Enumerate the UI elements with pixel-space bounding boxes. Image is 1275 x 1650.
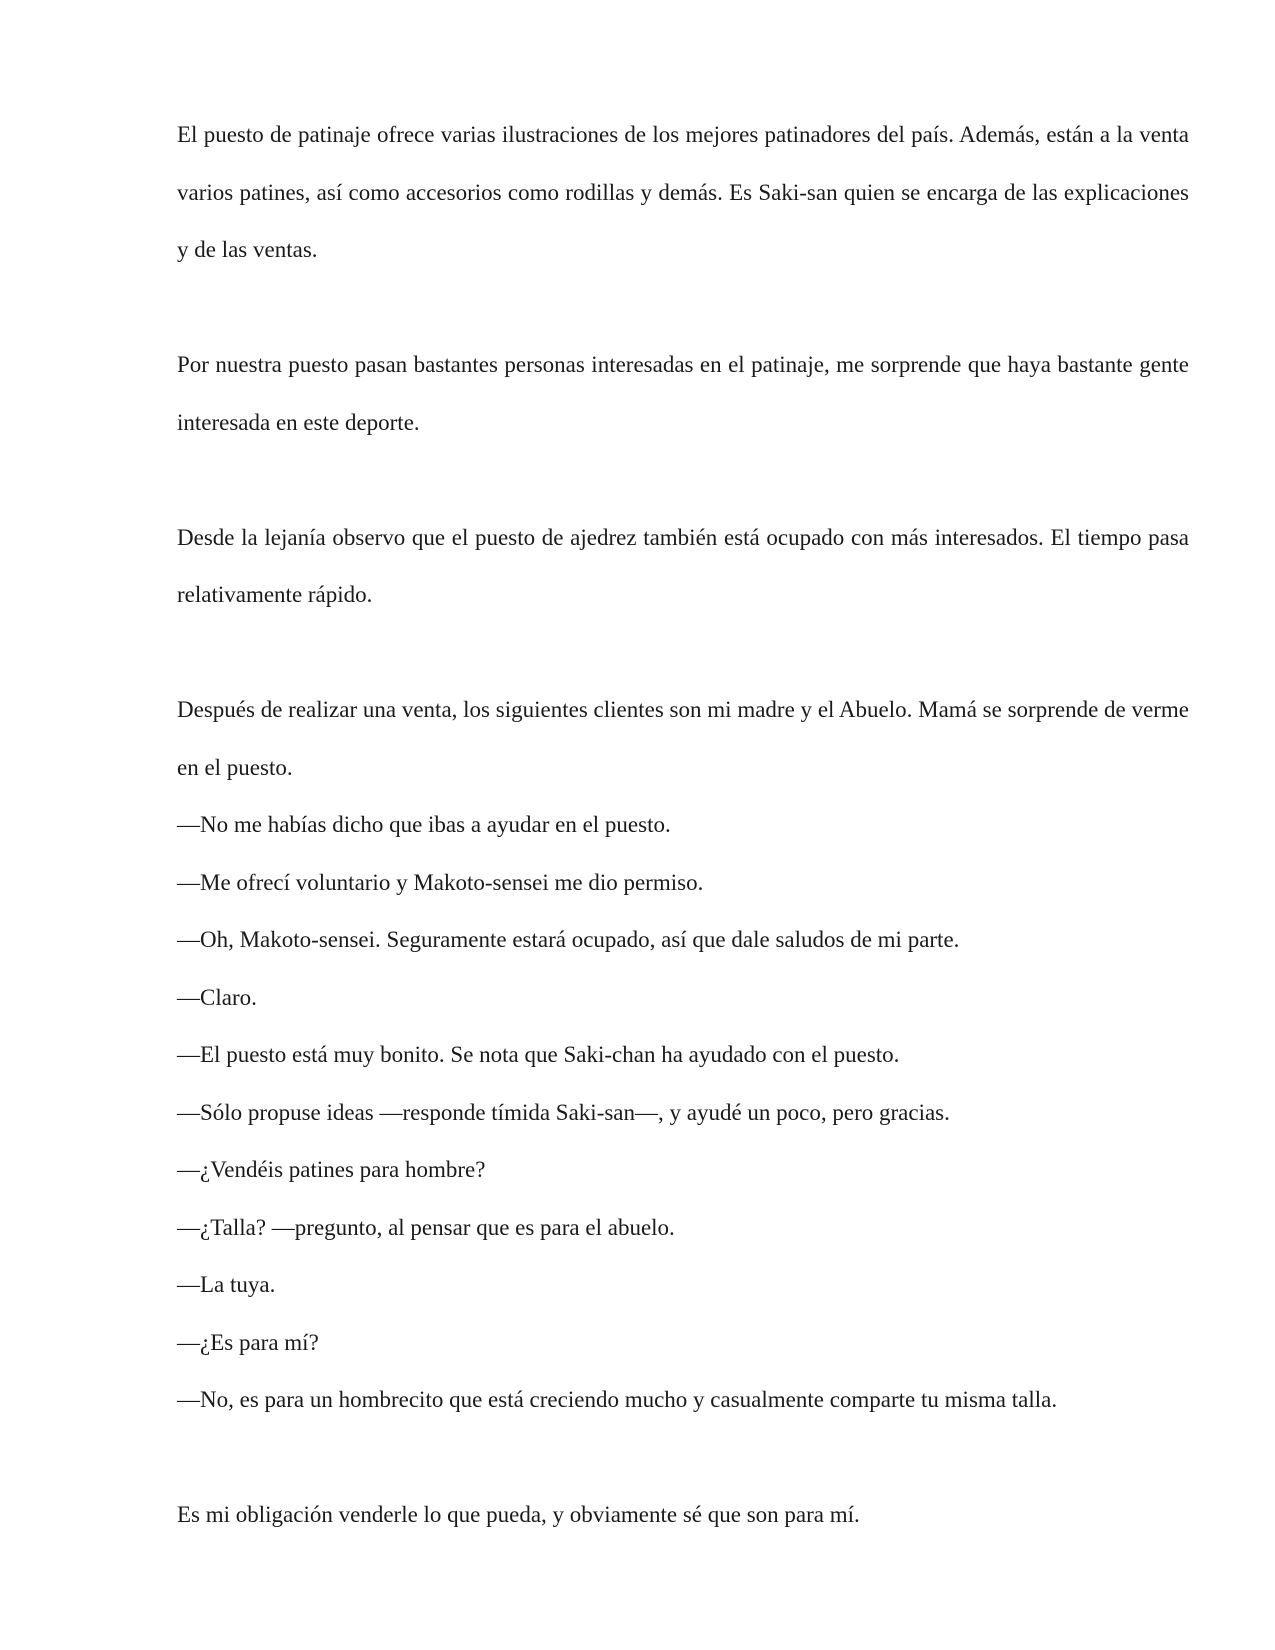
dialogue-line: —¿Talla? —pregunto, al pensar que es para el abuelo. bbox=[177, 1214, 675, 1240]
dialogue-line: —Sólo propuse ideas —responde tímida Saki-san—, y ayudé un poco, pero gracias. bbox=[177, 1099, 950, 1125]
paragraph: Desde la lejanía observo que el puesto de ajedrez también está ocupado con más interesados. El tiempo pasa relativamente rápido. bbox=[177, 524, 1189, 607]
paragraph: El puesto de patinaje ofrece varias ilustraciones de los mejores patinadores del país. Además, están a la venta varios patines, así como accesorios como rodillas y demás. Es Saki-san quien se encarga de las explicaciones y de las ventas. bbox=[177, 122, 1189, 262]
dialogue-line: —El puesto está muy bonito. Se nota que Saki-chan ha ayudado con el puesto. bbox=[177, 1042, 900, 1067]
dialogue-line: —No me habías dicho que ibas a ayudar en el puesto. bbox=[177, 812, 671, 837]
paragraph: Por nuestra puesto pasan bastantes personas interesadas en el patinaje, me sorprende que haya bastante gente interesada en este deporte. bbox=[177, 352, 1189, 435]
paragraph-spacer bbox=[177, 279, 1189, 337]
paragraph: Después de realizar una venta, los siguientes clientes son mi madre y el Abuelo. Mamá se sorprende de verme en el puesto. bbox=[177, 697, 1189, 780]
paragraph-spacer bbox=[177, 1429, 1189, 1487]
closing-paragraph: Es mi obligación venderle lo que pueda, y obviamente sé que son para mí. bbox=[177, 1502, 860, 1527]
dialogue-line: —La tuya. bbox=[177, 1272, 276, 1297]
dialogue-line: —Oh, Makoto-sensei. Seguramente estará ocupado, así que dale saludos de mi parte. bbox=[177, 927, 960, 952]
dialogue-line: —Claro. bbox=[177, 984, 257, 1010]
paragraph-spacer bbox=[177, 451, 1189, 509]
dialogue-line: —¿Vendéis patines para hombre? bbox=[177, 1157, 486, 1182]
document-body bbox=[177, 106, 1189, 1544]
dialogue-line: —No, es para un hombrecito que está creciendo mucho y casualmente comparte tu misma talla. bbox=[177, 1387, 1058, 1412]
dialogue-line: —¿Es para mí? bbox=[177, 1329, 319, 1355]
dialogue-line: —Me ofrecí voluntario y Makoto-sensei me dio permiso. bbox=[177, 869, 704, 895]
paragraph-spacer bbox=[177, 624, 1189, 682]
